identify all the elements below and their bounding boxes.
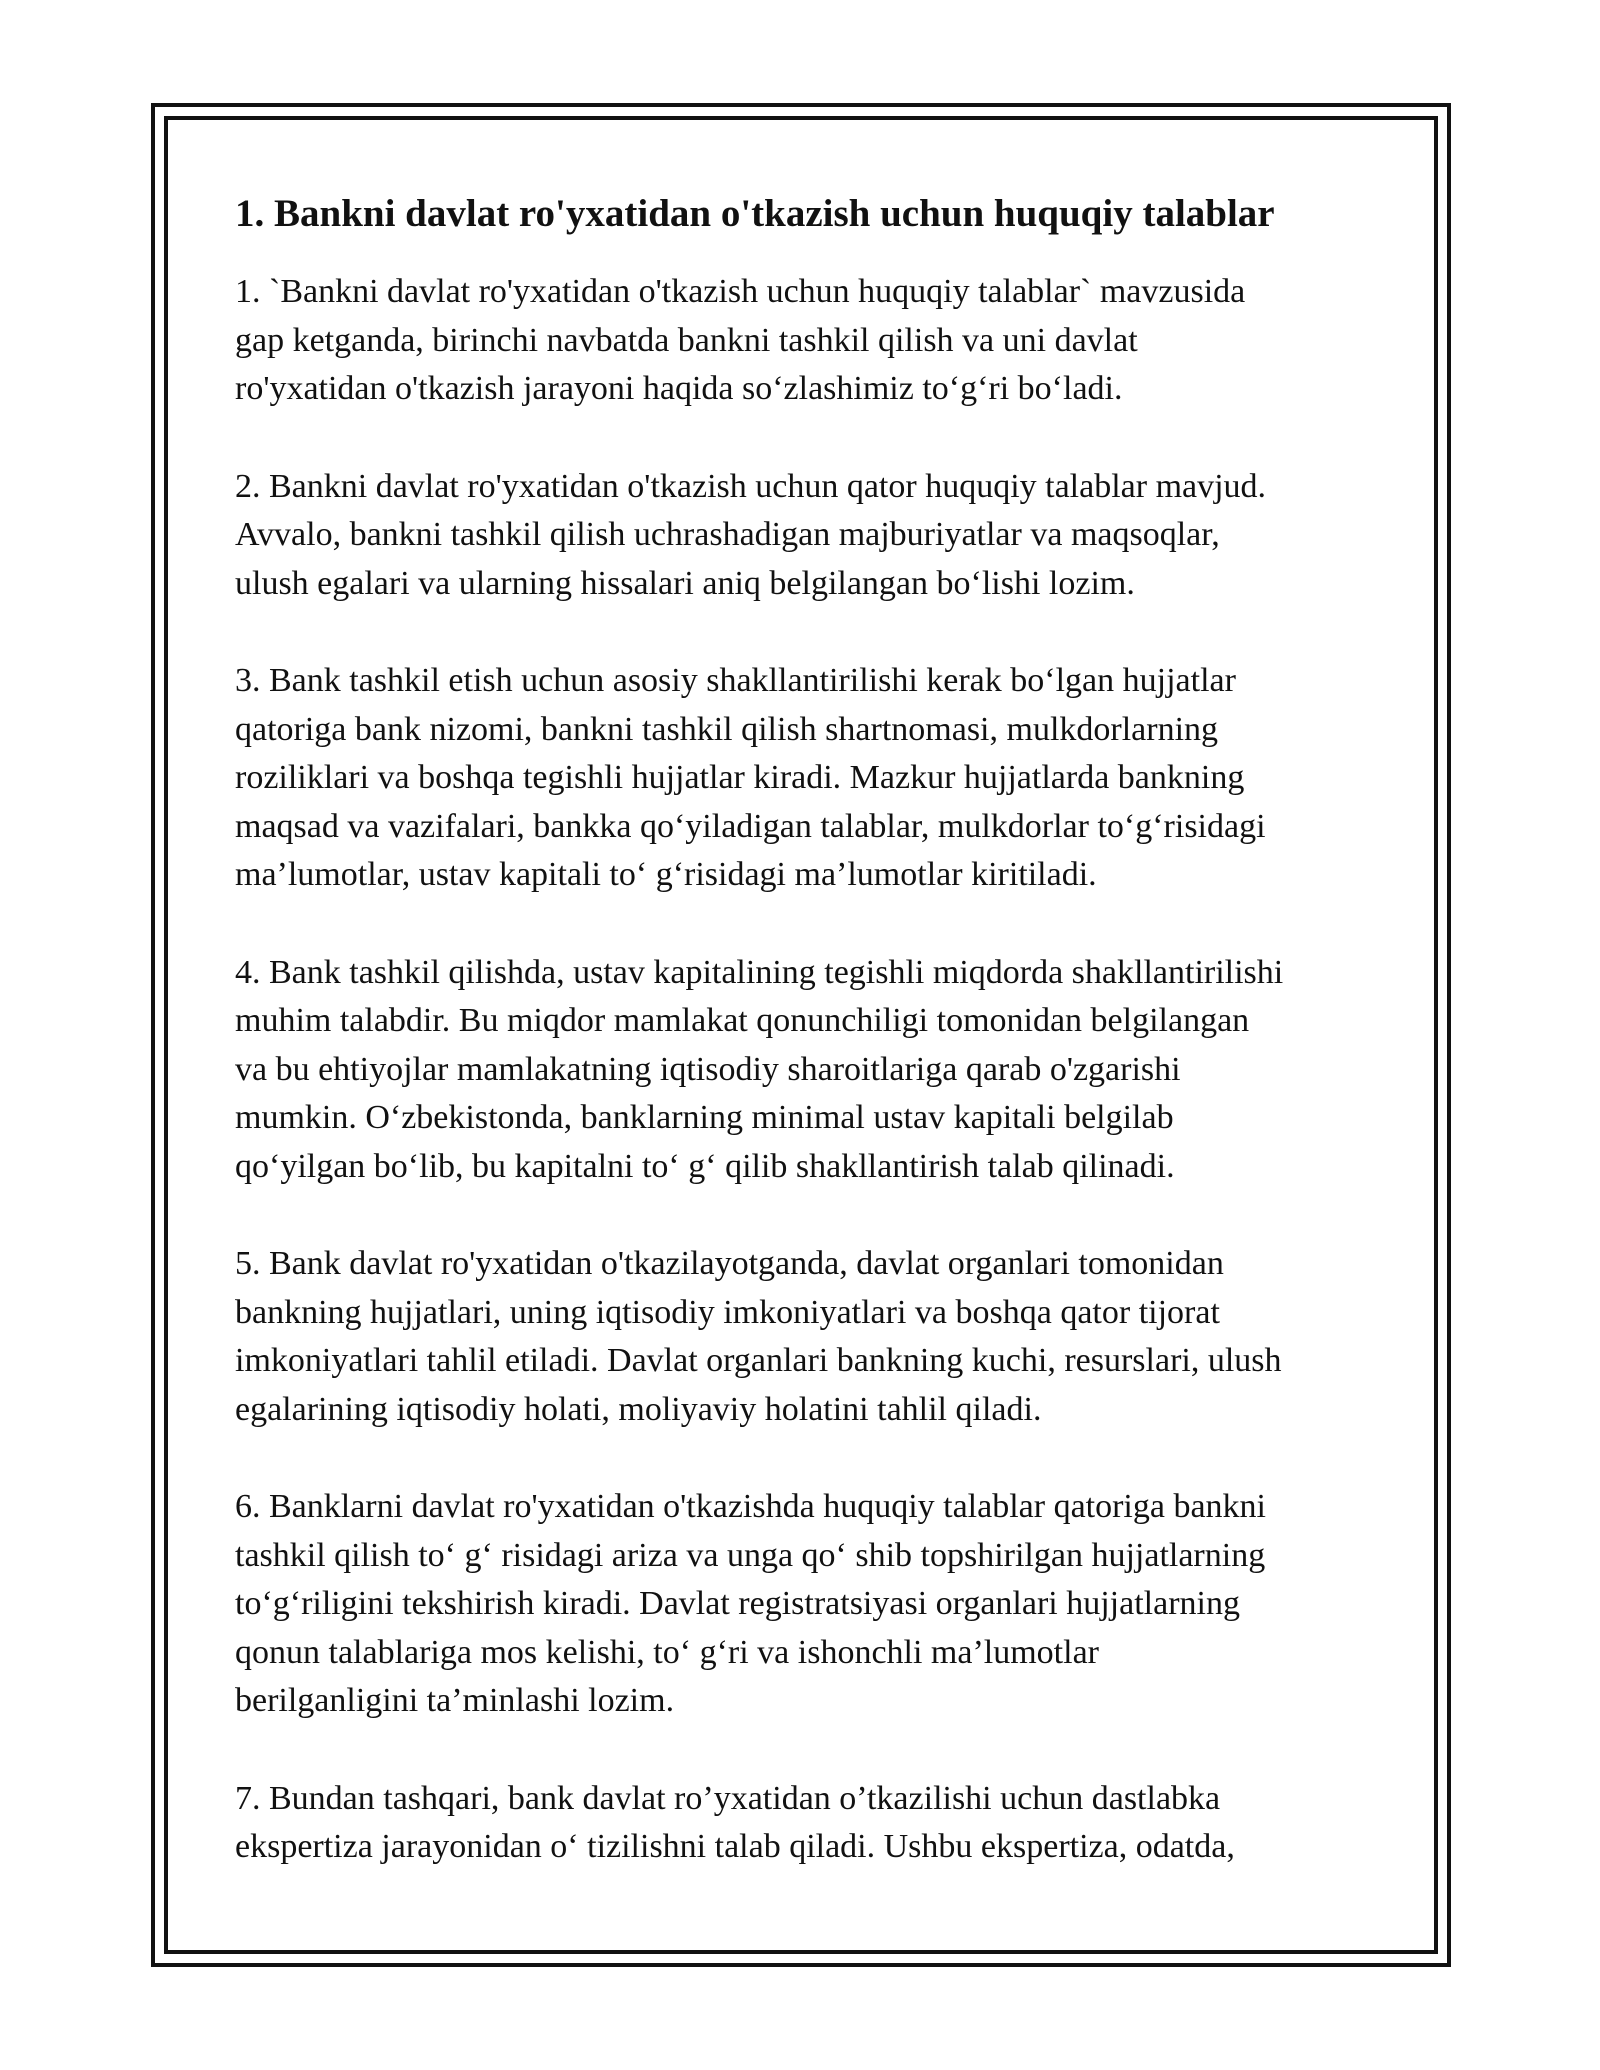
- paragraph-line: 7. Bundan tashqari, bank davlat ro’yxatidan o’tkazilishi uchun dastlabka: [235, 1779, 1221, 1817]
- paragraph-line: 1. `Bankni davlat ro'yxatidan o'tkazish uchun huquqiy talablar` mavzusida: [235, 273, 1246, 310]
- paragraph-line: va bu ehtiyojlar mamlakatning iqtisodiy sharoitlariga qarab o'zgarishi: [235, 1050, 1181, 1088]
- paragraph-line: 4. Bank tashkil qilishda, ustav kapitalining tegishli miqdorda shakllantirilishi: [235, 953, 1284, 991]
- paragraph-line: 2. Bankni davlat ro'yxatidan o'tkazish uchun qator huquqiy talablar mavjud.: [235, 467, 1267, 505]
- paragraph-line: qonun talablariga mos kelishi, to‘ g‘ri va ishonchli ma’lumotlar: [235, 1633, 1099, 1671]
- paragraph-5: [235, 1240, 1385, 1434]
- paragraph-line: qo‘yilgan bo‘lib, bu kapitalni to‘ g‘ qilib shakllantirish talab qilinadi.: [235, 1147, 1175, 1185]
- paragraph-line: ro'yxatidan o'tkazish jarayoni haqida so‘zlashimiz to‘g‘ri bo‘ladi.: [235, 370, 1123, 407]
- paragraph-line: egalarining iqtisodiy holati, moliyaviy holatini tahlil qiladi.: [235, 1390, 1042, 1428]
- paragraph-line: mumkin. O‘zbekistonda, banklarning minimal ustav kapitali belgilab: [235, 1099, 1174, 1136]
- paragraph-line: 6. Banklarni davlat ro'yxatidan o'tkazishda huquqiy talablar qatoriga bankni: [235, 1488, 1267, 1525]
- paragraph-line: bankning hujjatlari, uning iqtisodiy imkoniyatlari va boshqa qator tijorat: [235, 1293, 1220, 1331]
- paragraph-line: ulush egalari va ularning hissalari aniq belgilangan bo‘lishi lozim.: [235, 564, 1135, 602]
- paragraph-line: ma’lumotlar, ustav kapitali to‘ g‘risidagi ma’lumotlar kiritiladi.: [235, 856, 1097, 893]
- paragraph-line: maqsad va vazifalari, bankka qo‘yiladigan talablar, mulkdorlar to‘g‘risidagi: [235, 807, 1266, 845]
- paragraph-3: [235, 657, 1385, 900]
- paragraph-line: muhim talabdir. Bu miqdor mamlakat qonunchiligi tomonidan belgilangan: [235, 1002, 1250, 1039]
- paragraph-line: 3. Bank tashkil etish uchun asosiy shakllantirilishi kerak bo‘lgan hujjatlar: [235, 662, 1236, 699]
- paragraph-4: [235, 949, 1385, 1192]
- paragraph-line: 5. Bank davlat ro'yxatidan o'tkazilayotganda, davlat organlari tomonidan: [235, 1245, 1224, 1282]
- document-title: 1. Bankni davlat ro'yxatidan o'tkazish uchun huquqiy talablar: [235, 192, 1275, 235]
- paragraph-line: Avvalo, bankni tashkil qilish uchrashadigan majburiyatlar va maqsoqlar,: [235, 516, 1220, 553]
- paragraph-line: gap ketganda, birinchi navbatda bankni tashkil qilish va uni davlat: [235, 321, 1138, 359]
- paragraph-line: imkoniyatlari tahlil etiladi. Davlat organlari bankning kuchi, resurslari, ulush: [235, 1342, 1282, 1379]
- document-body: [235, 188, 1385, 1921]
- paragraph-7: [235, 1775, 1385, 1872]
- paragraph-line: to‘g‘riligini tekshirish kiradi. Davlat registratsiyasi organlari hujjatlarning: [235, 1585, 1240, 1622]
- paragraph-line: ekspertiza jarayonidan o‘ tizilishni talab qiladi. Ushbu ekspertiza, odatda,: [235, 1828, 1235, 1865]
- paragraph-2: [235, 463, 1385, 609]
- paragraph-line: roziliklari va boshqa tegishli hujjatlar kiradi. Mazkur hujjatlarda bankning: [235, 759, 1245, 796]
- paragraph-line: qatoriga bank nizomi, bankni tashkil qilish shartnomasi, mulkdorlarning: [235, 710, 1219, 748]
- paragraph-6: [235, 1483, 1385, 1726]
- paragraph-1: [235, 268, 1385, 414]
- paragraph-line: berilganligini ta’minlashi lozim.: [235, 1682, 675, 1719]
- paragraph-line: tashkil qilish to‘ g‘ risidagi ariza va unga qo‘ shib topshirilgan hujjatlarning: [235, 1536, 1266, 1574]
